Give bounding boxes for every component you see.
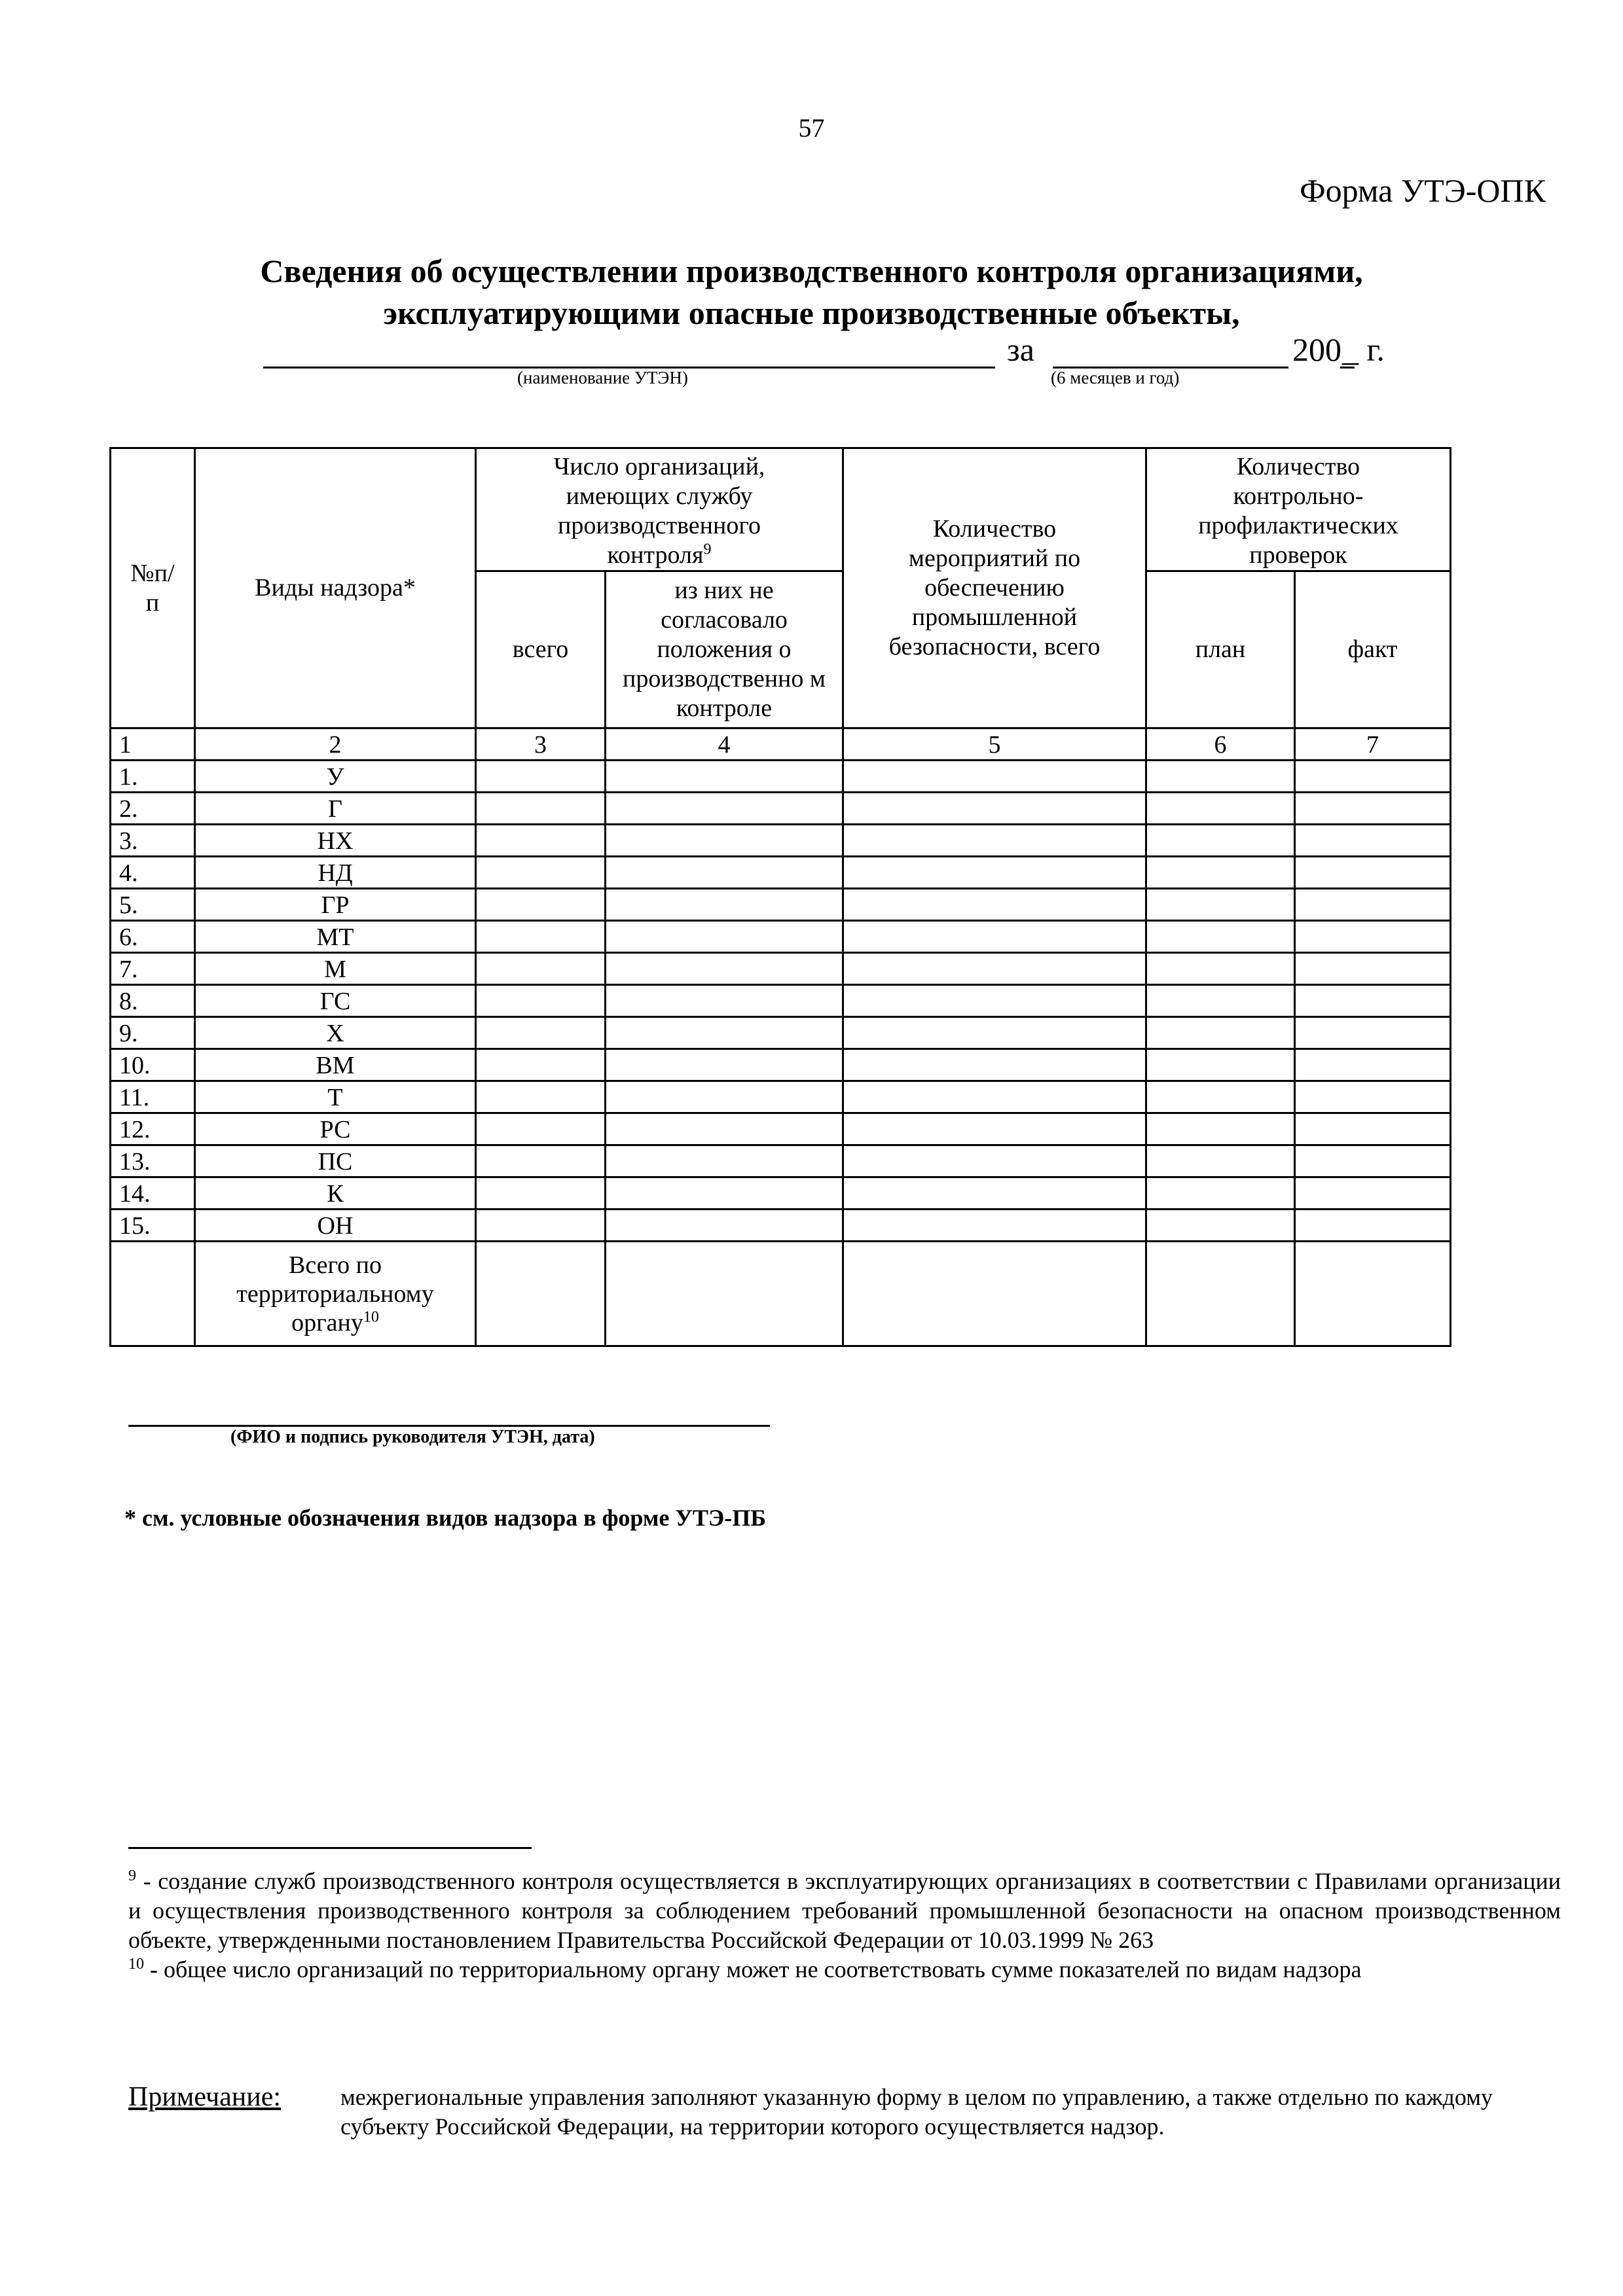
cell[interactable]	[843, 1177, 1146, 1210]
cell[interactable]	[1295, 1113, 1451, 1145]
cell[interactable]	[1146, 857, 1295, 889]
cell[interactable]	[1295, 985, 1451, 1017]
supervision-type: Х	[195, 1017, 476, 1049]
cell[interactable]	[843, 1049, 1146, 1081]
cell[interactable]	[606, 1081, 843, 1113]
year-suffix-text: _ г.	[1342, 331, 1385, 368]
cell[interactable]	[476, 1049, 606, 1081]
table-row	[111, 889, 1451, 921]
cell[interactable]	[1295, 1210, 1451, 1242]
supervision-type: РС	[195, 1113, 476, 1145]
column-numbers-row	[111, 728, 1451, 761]
footnote-10-text: - общее число организаций по территориальному органу может не соответствовать сумме показателей по видам надзора	[144, 1956, 1362, 1982]
cell[interactable]	[606, 857, 843, 889]
footnote-9-text: - создание служб производственного контроля осуществляется в эксплуатирующих организациях в соответствии с Правилами организации и осуществления производственного контроля за соблюдением требований промышленной безопасности на опасном производственном объекте, утвержденными постановлением Правительства Российской Федерации от 10.03.1999 № 263	[128, 1868, 1561, 1953]
cell[interactable]	[843, 1145, 1146, 1177]
row-number: 1.	[111, 761, 195, 793]
cell[interactable]	[606, 761, 843, 793]
cell[interactable]	[606, 1145, 843, 1177]
cell[interactable]	[843, 889, 1146, 921]
cell[interactable]	[1146, 761, 1295, 793]
header-orgs-group-text: Число организаций, имеющих службу производственного контроля	[553, 453, 765, 569]
header-type: Виды надзора*	[195, 448, 476, 728]
cell[interactable]	[606, 1113, 843, 1145]
supervision-type: М	[195, 953, 476, 985]
footnote-10-mark: 10	[128, 1956, 144, 1973]
cell[interactable]	[476, 857, 606, 889]
cell[interactable]	[476, 1017, 606, 1049]
cell[interactable]	[606, 985, 843, 1017]
footnote-divider	[128, 1847, 532, 1849]
row-number: 11.	[111, 1081, 195, 1113]
table-row	[111, 921, 1451, 953]
supervision-type: К	[195, 1177, 476, 1210]
total-num-cell	[111, 1242, 195, 1346]
header-fact: факт	[1295, 571, 1451, 728]
cell[interactable]	[1295, 761, 1451, 793]
cell[interactable]	[843, 921, 1146, 953]
cell[interactable]	[476, 793, 606, 825]
row-number: 8.	[111, 985, 195, 1017]
period-blank	[1053, 340, 1288, 368]
cell[interactable]	[606, 1242, 843, 1346]
cell[interactable]	[1146, 1145, 1295, 1177]
cell[interactable]	[1295, 825, 1451, 857]
supervision-type: Т	[195, 1081, 476, 1113]
table-row	[111, 1210, 1451, 1242]
col-number: 1	[111, 728, 195, 761]
cell[interactable]	[1146, 985, 1295, 1017]
cell[interactable]	[476, 1113, 606, 1145]
cell[interactable]	[606, 793, 843, 825]
table-row	[111, 793, 1451, 825]
header-not-agreed: из них не согласовало положения о производственно м контроле	[606, 571, 843, 728]
period-caption: (6 месяцев и год)	[1051, 368, 1180, 387]
supervision-types-note: * см. условные обозначения видов надзора в форме УТЭ-ПБ	[124, 1505, 767, 1531]
page-number: 57	[798, 113, 825, 143]
total-label-text: Всего по территориальному органу	[236, 1251, 434, 1336]
cell[interactable]	[476, 921, 606, 953]
cell[interactable]	[1146, 1081, 1295, 1113]
year-suffix	[1342, 331, 1385, 368]
cell[interactable]	[843, 1210, 1146, 1242]
cell[interactable]	[1146, 1049, 1295, 1081]
header-total: всего	[476, 571, 606, 728]
supervision-type: ГР	[195, 889, 476, 921]
cell[interactable]	[843, 793, 1146, 825]
cell[interactable]	[843, 857, 1146, 889]
table-row	[111, 825, 1451, 857]
cell[interactable]	[1146, 825, 1295, 857]
table-row	[111, 985, 1451, 1017]
note-text: межрегиональные управления заполняют указанную форму в целом по управлению, а также отдельно по каждому субъекту Российской Федерации, на территории которого осуществляется надзор.	[340, 2084, 1493, 2140]
cell[interactable]	[1146, 953, 1295, 985]
cell[interactable]	[1295, 889, 1451, 921]
cell[interactable]	[476, 825, 606, 857]
supervision-type: Г	[195, 793, 476, 825]
header-checks-group: Количество контрольно-профилактических проверок	[1146, 448, 1451, 571]
supervision-type: ВМ	[195, 1049, 476, 1081]
supervision-type: МТ	[195, 921, 476, 953]
col-number: 3	[476, 728, 606, 761]
cell[interactable]	[476, 1177, 606, 1210]
cell[interactable]	[843, 1081, 1146, 1113]
cell[interactable]	[606, 1017, 843, 1049]
footnote-9	[128, 1867, 1561, 1955]
title-line-1: Сведения об осуществлении производственного контроля организациями,	[260, 253, 1363, 289]
utэn-name-blank	[263, 340, 995, 368]
table-row	[111, 1049, 1451, 1081]
footnote-10	[128, 1955, 1561, 1984]
cell[interactable]	[1295, 1177, 1451, 1210]
total-label	[195, 1242, 476, 1346]
row-number: 15.	[111, 1210, 195, 1242]
cell[interactable]	[1146, 1017, 1295, 1049]
col-number: 6	[1146, 728, 1295, 761]
cell[interactable]	[843, 825, 1146, 857]
cell[interactable]	[606, 1049, 843, 1081]
cell[interactable]	[843, 1017, 1146, 1049]
cell[interactable]	[1146, 921, 1295, 953]
table-row	[111, 1177, 1451, 1210]
cell[interactable]	[1295, 857, 1451, 889]
row-number: 4.	[111, 857, 195, 889]
cell[interactable]	[1146, 889, 1295, 921]
cell[interactable]	[1295, 1242, 1451, 1346]
header-measures: Количество мероприятий по обеспечению промышленной безопасности, всего	[843, 448, 1146, 728]
cell[interactable]	[1295, 1017, 1451, 1049]
cell[interactable]	[1146, 1210, 1295, 1242]
cell[interactable]	[606, 1210, 843, 1242]
table-row	[111, 1081, 1451, 1113]
table-row	[111, 1113, 1451, 1145]
footnote-ref-9: 9	[703, 541, 712, 558]
document-title	[0, 250, 1623, 334]
note-label: Примечание:	[128, 2082, 282, 2112]
cell[interactable]	[1295, 793, 1451, 825]
footnotes	[128, 1867, 1561, 1984]
cell[interactable]	[1146, 1242, 1295, 1346]
cell[interactable]	[476, 985, 606, 1017]
header-num: №п/п	[111, 448, 195, 728]
footnote-ref-10: 10	[363, 1308, 379, 1325]
cell[interactable]	[843, 953, 1146, 985]
row-number: 3.	[111, 825, 195, 857]
cell[interactable]	[476, 1242, 606, 1346]
col-number: 4	[606, 728, 843, 761]
footnote-9-mark: 9	[128, 1867, 136, 1884]
row-number: 12.	[111, 1113, 195, 1145]
form-name: Форма УТЭ-ОПК	[1300, 172, 1546, 209]
name-caption: (наименование УТЭН)	[517, 368, 688, 387]
table-row	[111, 761, 1451, 793]
header-orgs-group	[476, 448, 843, 571]
supervision-type: НХ	[195, 825, 476, 857]
supervision-table	[109, 447, 1451, 1347]
signature-caption: (ФИО и подпись руководителя УТЭН, дата)	[230, 1427, 595, 1447]
year-prefix: 200	[1292, 331, 1341, 368]
total-row	[111, 1242, 1451, 1346]
cell[interactable]	[606, 1177, 843, 1210]
cell[interactable]	[1295, 1049, 1451, 1081]
cell[interactable]	[1146, 1113, 1295, 1145]
row-number: 7.	[111, 953, 195, 985]
table-row	[111, 1145, 1451, 1177]
cell[interactable]	[843, 1242, 1146, 1346]
cell[interactable]	[1295, 953, 1451, 985]
col-number: 5	[843, 728, 1146, 761]
cell[interactable]	[606, 825, 843, 857]
cell[interactable]	[476, 1081, 606, 1113]
cell[interactable]	[843, 985, 1146, 1017]
cell[interactable]	[476, 889, 606, 921]
cell[interactable]	[1146, 793, 1295, 825]
cell[interactable]	[606, 889, 843, 921]
row-number: 9.	[111, 1017, 195, 1049]
title-line-2: эксплуатирующими опасные производственные объекты,	[383, 295, 1240, 331]
table-row	[111, 1017, 1451, 1049]
row-number: 13.	[111, 1145, 195, 1177]
cell[interactable]	[476, 953, 606, 985]
row-number: 6.	[111, 921, 195, 953]
row-number: 2.	[111, 793, 195, 825]
row-number: 5.	[111, 889, 195, 921]
table-row	[111, 857, 1451, 889]
cell[interactable]	[843, 761, 1146, 793]
cell[interactable]	[1295, 1081, 1451, 1113]
supervision-type: У	[195, 761, 476, 793]
supervision-type: НД	[195, 857, 476, 889]
cell[interactable]	[476, 1210, 606, 1242]
cell[interactable]	[843, 1113, 1146, 1145]
supervision-type: ОН	[195, 1210, 476, 1242]
supervision-type: ГС	[195, 985, 476, 1017]
row-number: 14.	[111, 1177, 195, 1210]
col-number: 7	[1295, 728, 1451, 761]
cell[interactable]	[476, 1145, 606, 1177]
period-za: за	[1007, 331, 1034, 368]
supervision-type: ПС	[195, 1145, 476, 1177]
cell[interactable]	[1295, 921, 1451, 953]
cell[interactable]	[606, 921, 843, 953]
header-plan: план	[1146, 571, 1295, 728]
cell[interactable]	[1295, 1145, 1451, 1177]
table-row	[111, 953, 1451, 985]
row-number: 10.	[111, 1049, 195, 1081]
cell[interactable]	[606, 953, 843, 985]
cell[interactable]	[476, 761, 606, 793]
cell[interactable]	[1146, 1177, 1295, 1210]
col-number: 2	[195, 728, 476, 761]
